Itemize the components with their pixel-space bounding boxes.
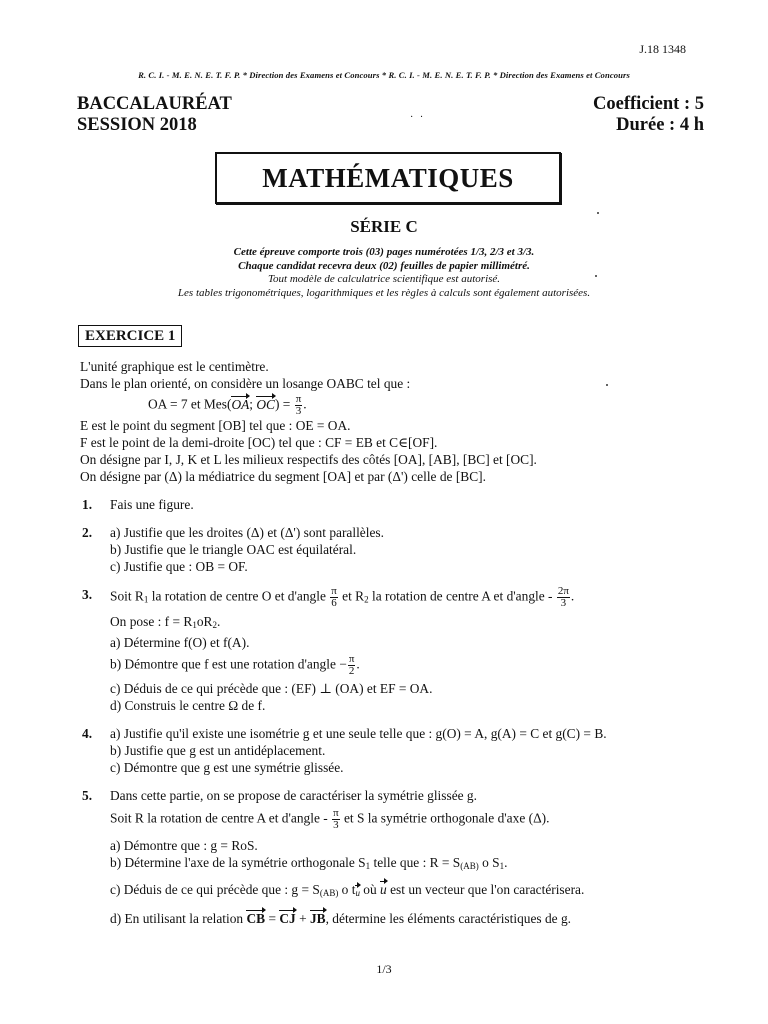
question-2	[80, 524, 700, 575]
subject-title: MATHÉMATIQUES	[262, 163, 514, 193]
coefficient: Coefficient : 5	[593, 94, 704, 114]
question-part: a) Justifie que les droites (Δ) et (Δ') sont parallèles.	[110, 525, 384, 540]
scan-speck	[597, 212, 599, 214]
question-number: 1.	[82, 497, 93, 512]
question-pose: On pose : $f = R_1oR_2$.	[110, 614, 221, 630]
exam-header-left	[77, 94, 232, 136]
vector-u-subscript: u	[355, 885, 360, 902]
question-statement: Soit $R_1$ la rotation de centre O et d'angle $\frac{\pi}{6}$ et $R_2$ la rotation de centre A et d'angle - $\frac{2\pi}{3}$ .	[110, 585, 575, 609]
question-part: b) Justifie que le triangle OAC est équilatéral.	[110, 542, 357, 557]
question-part: d) En utilisant la relation CB = CJ + JB, détermine les éléments caractéristiques de g.	[110, 911, 572, 926]
vector-cj: CJ	[279, 911, 296, 926]
question-part: c) Démontre que g est une symétrie glissée.	[110, 760, 344, 775]
note-calculator: Tout modèle de calculatrice scientifique est autorisé.	[267, 273, 501, 285]
question-part: d) Construis le centre Ω de f.	[110, 698, 266, 713]
question-part: b) Détermine l'axe de la symétrie orthogonale $S_1$ telle que : $R = S_{(AB)}$ o $S_1$.	[110, 855, 508, 871]
question-4	[80, 725, 700, 776]
intro-line: Dans le plan orienté, on considère un losange OABC tel que :	[80, 376, 411, 391]
note-tables: Les tables trigonométriques, logarithmiques et les règles à calculs sont également autorisées.	[177, 286, 591, 299]
question-statement: Soit R la rotation de centre A et d'angle - $\frac{\pi}{3}$ et S la symétrie orthogonale d'axe (Δ).	[110, 807, 550, 831]
question-part: b) Justifie que g est un antidéplacement.	[110, 743, 326, 758]
document-reference: J.18 1348	[639, 42, 686, 56]
ministry-banner: R. C. I. - M. E. N. E. T. F. P. * Direction des Examens et Concours * R. C. I. - M. E. N. E. T. F. P. * Direction des Examens et Concours	[138, 70, 630, 80]
question-number: 4.	[82, 726, 93, 741]
duration: Durée : 4 h	[616, 115, 704, 135]
question-part: a) Justifie qu'il existe une isométrie g et une seule telle que : g(O) = A, g(A) = C et g(C) = B.	[110, 726, 607, 741]
scan-specks: · ·	[410, 112, 426, 123]
serie-label: SÉRIE C	[350, 217, 418, 236]
question-1	[80, 496, 700, 513]
subject-title-box	[215, 152, 561, 204]
page-number: 1/3	[376, 962, 392, 976]
question-intro: Dans cette partie, on se propose de caractériser la symétrie glissée g.	[110, 788, 477, 803]
fraction-pi-over-6: $\frac{\pi}{6}$	[331, 585, 337, 609]
exercise-body	[80, 358, 700, 927]
intro-line: On désigne par (Δ) la médiatrice du segment [OA] et par (Δ') celle de [BC].	[80, 469, 486, 484]
question-part: b) Démontre que f est une rotation d'angle − $\frac{\pi}{2}$ .	[110, 653, 360, 677]
note-pages: Cette épreuve comporte trois (03) pages numérotées 1/3, 2/3 et 3/3.	[233, 246, 535, 258]
intro-line: On désigne par I, J, K et L les milieux respectifs des côtés [OA], [AB], [BC] et [OC].	[80, 452, 537, 467]
question-number: 5.	[82, 788, 93, 803]
question-part: c) Justifie que : OB = OF.	[110, 559, 248, 574]
vector-jb: JB	[309, 911, 326, 926]
fraction-pi-over-3: $\frac{\pi}{3}$	[333, 807, 339, 831]
fraction-pi-over-3: $\frac{\pi}{3}$	[295, 393, 302, 417]
exercise-heading: EXERCICE 1	[78, 325, 182, 347]
question-number: 2.	[82, 525, 93, 540]
intro-line: F est le point de la demi-droite [OC) tel que : CF = EB et C∈[OF].	[80, 435, 438, 450]
fraction-pi-over-2: $\frac{\pi}{2}$	[348, 653, 355, 677]
exam-session: SESSION 2018	[77, 115, 197, 135]
question-3	[80, 586, 700, 714]
vector-cb: CB	[246, 911, 266, 926]
question-part: a) Détermine f(O) et f(A).	[110, 635, 250, 650]
exam-notes	[0, 246, 768, 300]
scan-speck	[606, 384, 608, 386]
vector-oa: OA	[231, 396, 250, 412]
note-paper: Chaque candidat recevra deux (02) feuilles de papier millimétré.	[238, 259, 530, 272]
rhombus-condition: OA = 7 et Mes(OA; OC) = $\frac{\pi}{3}$ .	[148, 393, 307, 417]
vector-oc: OC	[256, 396, 275, 412]
scan-speck	[595, 275, 597, 277]
question-number: 3.	[82, 587, 93, 602]
exam-name: BACCALAURÉAT	[77, 94, 232, 114]
question-part: c) Déduis de ce qui précède que : $g = S_{(AB)}$ o tu où u est un vecteur que l'on caractérisera.	[110, 881, 700, 902]
intro-line: E est le point du segment [OB] tel que : OE = OA.	[80, 418, 351, 433]
question-text: Fais une figure.	[110, 497, 194, 512]
question-5	[80, 787, 700, 927]
question-part: a) Démontre que : g = RoS.	[110, 838, 258, 853]
exam-header-right	[593, 94, 704, 136]
vector-u: u	[380, 882, 387, 897]
intro-line: L'unité graphique est le centimètre.	[80, 359, 269, 374]
question-part: c) Déduis de ce qui précède que : (EF) ⊥ (OA) et EF = OA.	[110, 681, 433, 696]
fraction-2pi-over-3: $\frac{2\pi}{3}$	[557, 585, 569, 609]
